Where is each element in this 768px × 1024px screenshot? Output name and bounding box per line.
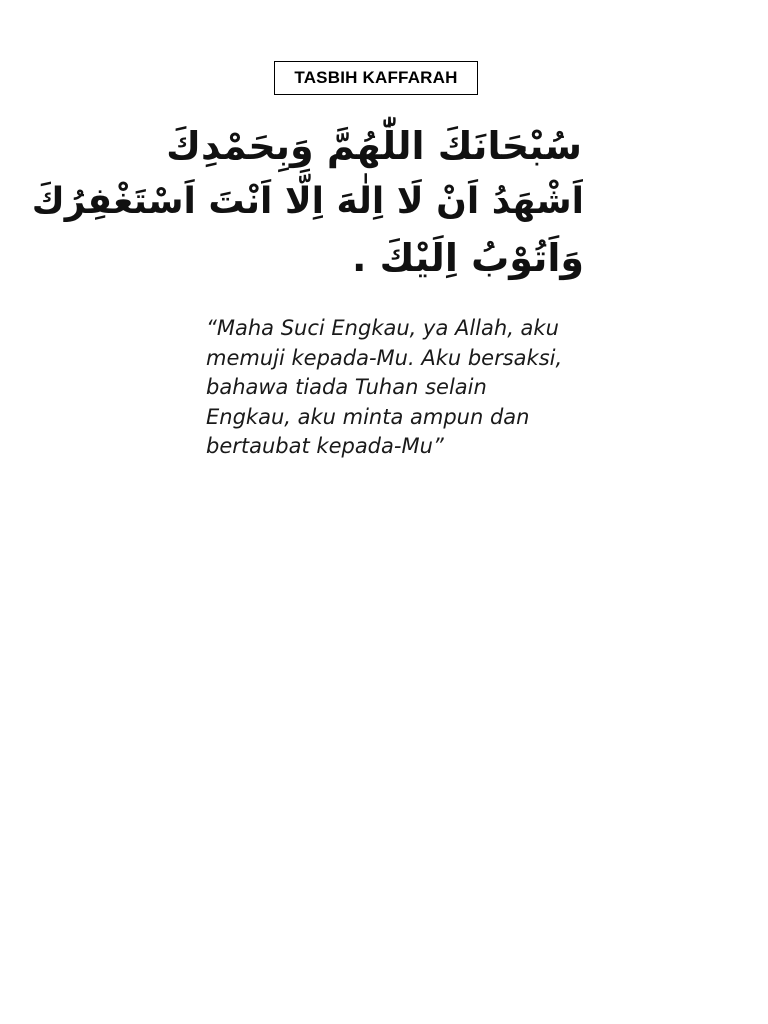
page-title: TASBIH KAFFARAH [274, 61, 478, 95]
translation-line: bahawa tiada Tuhan selain [206, 375, 487, 399]
arabic-line: سُبْحَانَكَ اللّٰهُمَّ وَبِحَمْدِكَ [166, 124, 582, 168]
arabic-line: وَاَتُوْبُ اِلَيْكَ . [351, 236, 584, 280]
translation-line: memuji kepada-Mu. Aku bersaksi, [206, 345, 563, 370]
translation-line: “Maha Suci Engkau, ya Allah, aku [206, 316, 559, 340]
translation-text [206, 314, 596, 462]
translation-line: bertaubat kepada-Mu” [206, 434, 444, 458]
arabic-line: اَشْهَدُ اَنْ لَا اِلٰهَ اِلَّا اَنْتَ اَسْتَغْفِرُكَ [31, 181, 584, 222]
translation-line: Engkau, aku minta ampun dan [206, 404, 530, 429]
arabic-prayer-text [31, 118, 584, 298]
